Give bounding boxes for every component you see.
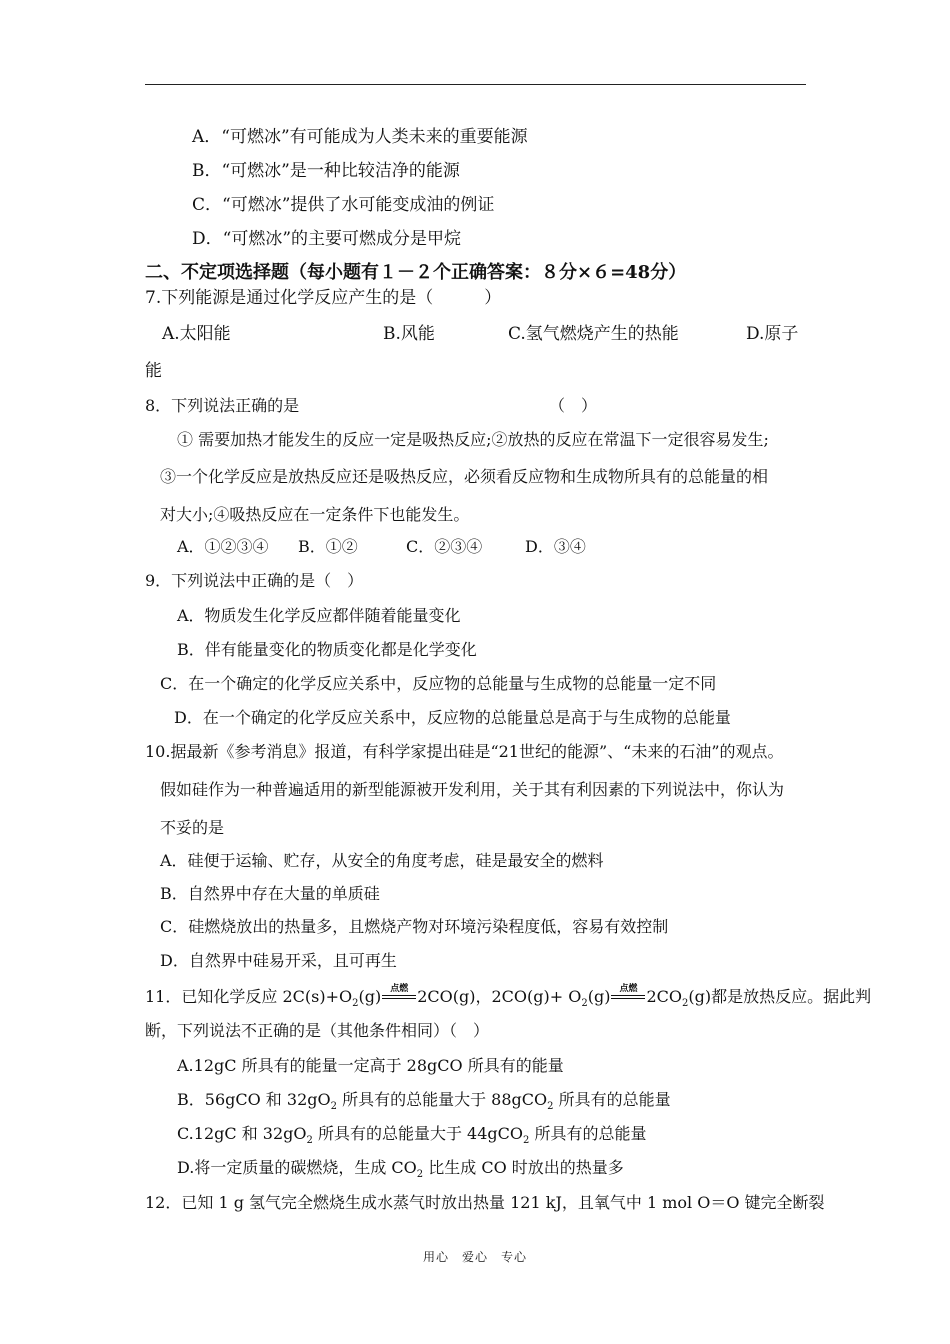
subscript: 2: [352, 998, 359, 1010]
q11-c-post: 所具有的总能量: [529, 1124, 647, 1143]
q11-d-post: 比生成 CO 时放出的热量多: [423, 1158, 624, 1177]
subscript: 2: [547, 1101, 554, 1113]
q8-option-c: C．②③④: [406, 537, 483, 556]
q11-eq1-mid: (g): [358, 987, 382, 1006]
q11-post: (g)都是放热反应。据此判: [688, 987, 872, 1006]
section-title: 二、不定项选择题（每小题有１－２个正确答案：８分×６=48分）: [145, 262, 687, 283]
q11-b-pre: B．56gCO 和 32gO: [177, 1090, 331, 1109]
q10-option-c: C．硅燃烧放出的热量多，且燃烧产物对环境污染程度低，容易有效控制: [160, 917, 669, 936]
header-rule: [145, 84, 806, 85]
q10-line-1: 10.据最新《参考消息》报道，有科学家提出硅是“21世纪的能源”、“未来的石油”的观点。: [145, 742, 784, 761]
q8-stem: 8．下列说法正确的是: [145, 396, 300, 415]
q10-option-a: A．硅便于运输、贮存，从安全的角度考虑，硅是最安全的燃料: [160, 851, 604, 870]
q11-line-1: [145, 984, 872, 1010]
q7-stem: 7.下列能源是通过化学反应产生的是（ ）: [145, 288, 502, 308]
q11-eq2-mid: (g): [587, 987, 611, 1006]
reaction-condition: 点燃: [619, 984, 638, 994]
q11-c-mid: 所具有的总能量大于 44gCO: [312, 1124, 524, 1143]
q6-option-c: C．“可燃冰”提供了水可能变成油的例证: [192, 195, 495, 215]
subscript: 2: [416, 1169, 424, 1181]
q11-option-c: [177, 1124, 647, 1147]
q9-stem: 9．下列说法中正确的是（ ）: [145, 571, 364, 590]
q11-pre: 11．已知化学反应 2C(s)+O: [145, 987, 353, 1006]
reaction-arrow-1: [382, 986, 416, 1004]
q7-option-c: C.氢气燃烧产生的热能: [508, 324, 679, 344]
q11-eq1-product: 2CO(g)，2CO(g)+ O: [417, 987, 582, 1006]
q11-line-2: 断，下列说法不正确的是（其他条件相同）（ ）: [145, 1021, 490, 1040]
q7-option-a: A.太阳能: [162, 324, 231, 344]
subscript: 2: [330, 1101, 337, 1113]
q8-line-1: ① 需要加热才能发生的反应一定是吸热反应;②放热的反应在常温下一定很容易发生;: [177, 430, 769, 449]
q8-line-3: 对大小;④吸热反应在一定条件下也能发生。: [160, 505, 470, 524]
q6-option-a: A．“可燃冰”有可能成为人类未来的重要能源: [192, 127, 528, 147]
q11-b-post: 所具有的总能量: [553, 1090, 671, 1109]
q9-option-b: B．伴有能量变化的物质变化都是化学变化: [177, 640, 477, 659]
reaction-condition: 点燃: [390, 984, 409, 994]
q8-option-b: B．①②: [298, 537, 358, 556]
q10-line-3: 不妥的是: [160, 818, 225, 837]
q12-line-1: 12．已知 1 g 氢气完全燃烧生成水蒸气时放出热量 121 kJ，且氧气中 1 mol O＝O 键完全断裂: [145, 1193, 825, 1212]
q8-option-d: D．③④: [525, 537, 586, 556]
q11-eq2-product: 2CO: [646, 987, 683, 1006]
q8-line-2: ③一个化学反应是放热反应还是吸热反应，必须看反应物和生成物所具有的总能量的相: [160, 467, 769, 486]
subscript: 2: [682, 998, 689, 1010]
q7-option-d-cont: 能: [145, 361, 162, 381]
q11-d-pre: D.将一定质量的碳燃烧，生成 CO: [177, 1158, 417, 1177]
q6-option-b: B．“可燃冰”是一种比较洁净的能源: [192, 161, 460, 181]
q6-option-d: D．“可燃冰”的主要可燃成分是甲烷: [192, 229, 462, 249]
q8-option-a: A．①②③④: [177, 537, 269, 556]
q11-option-b: [177, 1090, 671, 1113]
q11-c-pre: C.12gC 和 32gO: [177, 1124, 307, 1143]
q11-b-mid: 所具有的总能量大于 88gCO: [337, 1090, 548, 1109]
page-footer: 用心 爱心 专心: [422, 1250, 527, 1264]
subscript: 2: [523, 1135, 530, 1147]
q9-option-c: C．在一个确定的化学反应关系中，反应物的总能量与生成物的总能量一定不同: [160, 674, 717, 693]
q9-option-a: A．物质发生化学反应都伴随着能量变化: [177, 606, 461, 625]
subscript: 2: [306, 1135, 313, 1147]
reaction-arrow-2: [611, 986, 645, 1004]
q10-line-2: 假如硅作为一种普遍适用的新型能源被开发利用，关于其有利因素的下列说法中，你认为: [160, 780, 785, 799]
subscript: 2: [581, 998, 588, 1010]
q10-option-d: D．自然界中硅易开采，且可再生: [160, 951, 397, 970]
q9-option-d: D．在一个确定的化学反应关系中，反应物的总能量总是高于与生成物的总能量: [174, 708, 731, 727]
q10-option-b: B．自然界中存在大量的单质硅: [160, 884, 380, 903]
q8-answer-paren: （ ）: [549, 396, 598, 415]
q11-option-d: [177, 1158, 624, 1181]
q7-option-d: D.原子: [746, 324, 799, 344]
q11-option-a: A.12gC 所具有的能量一定高于 28gCO 所具有的能量: [177, 1056, 564, 1075]
q7-option-b: B.风能: [383, 324, 435, 344]
